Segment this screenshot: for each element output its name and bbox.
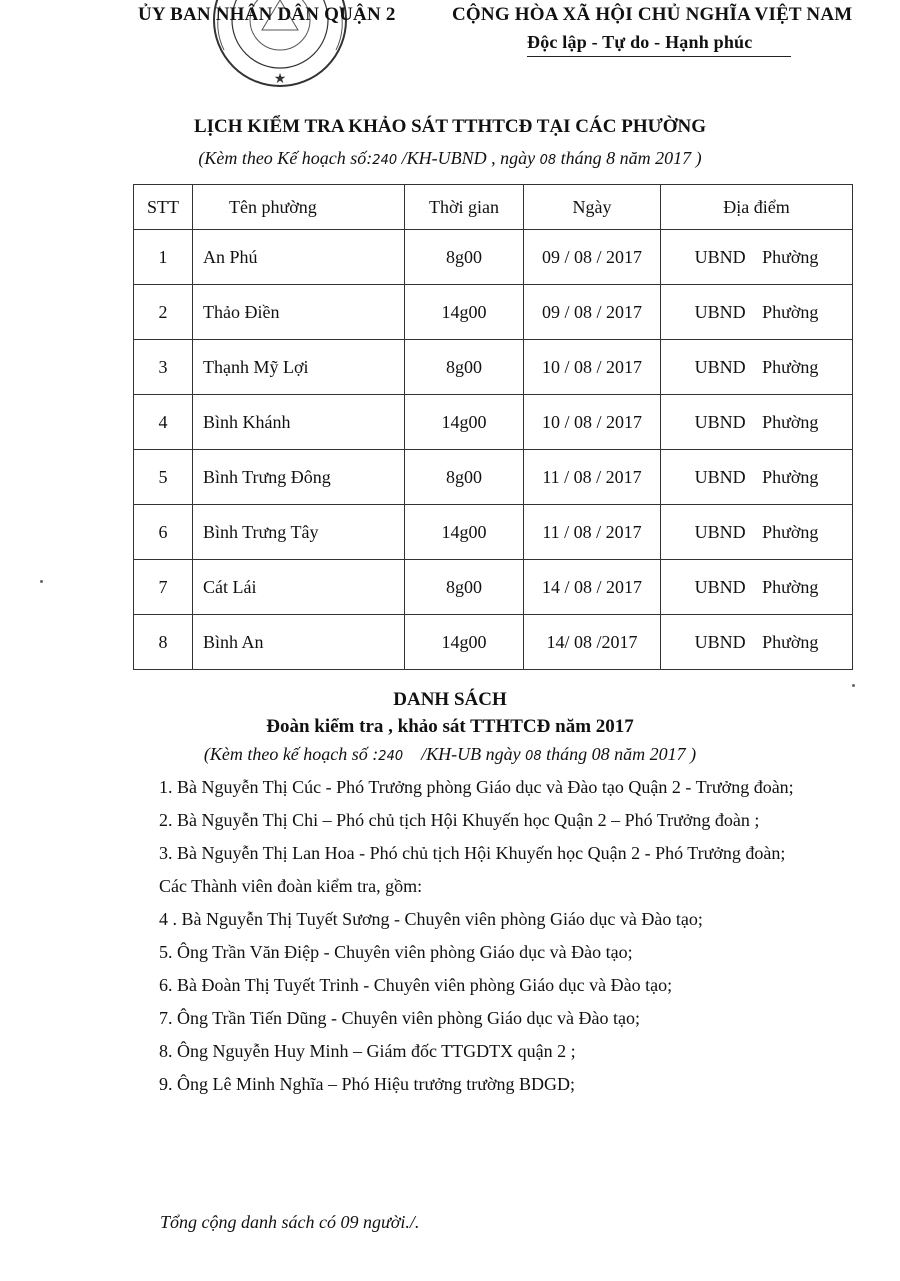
- subtitle-prefix: (Kèm theo Kế hoạch số:: [198, 148, 373, 168]
- cell-place: UBND Phường: [694, 466, 819, 487]
- list-item: 1. Bà Nguyễn Thị Cúc - Phó Trưởng phòng Giáo dục và Đào tạo Quận 2 - Trưởng đoàn;: [159, 777, 794, 797]
- cell-date: 09 / 08 / 2017: [524, 230, 661, 285]
- handwritten-plan-number: 240: [378, 749, 404, 764]
- cell-stt: 8: [134, 615, 193, 670]
- cell-stt: 3: [134, 340, 193, 395]
- table-row: [134, 285, 853, 340]
- schedule-title: LỊCH KIỂM TRA KHẢO SÁT TTHTCĐ TẠI CÁC PHƯỜNG: [193, 116, 707, 137]
- cell-time: 14g00: [405, 615, 524, 670]
- table-header-row: [134, 185, 853, 230]
- cell-date: 10 / 08 / 2017: [524, 340, 661, 395]
- handwritten-plan-day: 08: [539, 153, 557, 168]
- list-item: 7. Ông Trần Tiến Dũng - Chuyên viên phòng Giáo dục và Đào tạo;: [159, 1008, 640, 1028]
- handwritten-plan-number: 240: [372, 153, 398, 168]
- cell-time: 14g00: [405, 505, 524, 560]
- cell-place: UBND Phường: [694, 576, 819, 597]
- col-header-place: Địa điểm: [661, 185, 853, 230]
- roster-subtitle: Đoàn kiểm tra , khảo sát TTHTCĐ năm 2017: [266, 716, 634, 737]
- schedule-subtitle: [0, 148, 900, 169]
- table-row: [134, 450, 853, 505]
- cell-time: 14g00: [405, 395, 524, 450]
- list-item: 6. Bà Đoàn Thị Tuyết Trinh - Chuyên viên phòng Giáo dục và Đào tạo;: [159, 975, 673, 995]
- scan-speck: [852, 684, 855, 687]
- cell-stt: 5: [134, 450, 193, 505]
- col-header-ward: Tên phường: [193, 185, 405, 230]
- cell-ward: Bình Trưng Tây: [193, 505, 405, 560]
- motto-underline: [527, 56, 791, 57]
- list-item: 2. Bà Nguyễn Thị Chi – Phó chủ tịch Hội Khuyến học Quận 2 – Phó Trưởng đoàn ;: [159, 810, 760, 830]
- cell-place: UBND Phường: [694, 356, 819, 377]
- total-count-note: Tổng cộng danh sách có 09 người./.: [160, 1212, 420, 1232]
- cell-ward: Bình Trưng Đông: [193, 450, 405, 505]
- svg-text:★: ★: [273, 71, 287, 87]
- cell-date: 09 / 08 / 2017: [524, 285, 661, 340]
- table-row: [134, 340, 853, 395]
- subtitle-suffix: tháng 8 năm 2017 ): [560, 148, 702, 168]
- cell-stt: 1: [134, 230, 193, 285]
- col-header-date: Ngày: [524, 185, 661, 230]
- national-title: CỘNG HÒA XÃ HỘI CHỦ NGHĨA VIỆT NAM: [452, 4, 853, 25]
- cell-time: 14g00: [405, 285, 524, 340]
- cell-place: UBND Phường: [694, 631, 819, 652]
- roster-title: DANH SÁCH: [393, 689, 507, 710]
- member-list: [103, 774, 803, 1098]
- table-row: [134, 615, 853, 670]
- inspection-schedule-table: [133, 184, 853, 670]
- cell-time: 8g00: [405, 230, 524, 285]
- cell-date: 11 / 08 / 2017: [524, 505, 661, 560]
- cell-place: UBND Phường: [694, 246, 819, 267]
- cell-stt: 7: [134, 560, 193, 615]
- cell-time: 8g00: [405, 340, 524, 395]
- table-row: [134, 395, 853, 450]
- cell-place: UBND Phường: [694, 301, 819, 322]
- table-row: [134, 560, 853, 615]
- issuing-authority: ỦY BAN NHÂN DÂN QUẬN 2: [138, 4, 396, 25]
- members-intro: Các Thành viên đoàn kiểm tra, gồm:: [159, 876, 423, 896]
- col-header-stt: STT: [134, 185, 193, 230]
- list-item: 4 . Bà Nguyễn Thị Tuyết Sương - Chuyên viên phòng Giáo dục và Đào tạo;: [159, 909, 703, 929]
- cell-ward: Bình Khánh: [193, 395, 405, 450]
- list-item: 3. Bà Nguyễn Thị Lan Hoa - Phó chủ tịch Hội Khuyến học Quận 2 - Phó Trưởng đoàn;: [159, 843, 786, 863]
- cell-ward: Thảo Điền: [193, 285, 405, 340]
- col-header-time: Thời gian: [405, 185, 524, 230]
- handwritten-plan-day: 08: [525, 749, 542, 764]
- note-mid: /KH-UB ngày: [421, 744, 521, 764]
- table-row: [134, 230, 853, 285]
- cell-date: 11 / 08 / 2017: [524, 450, 661, 505]
- roster-note: [0, 744, 900, 765]
- cell-stt: 2: [134, 285, 193, 340]
- cell-ward: Thạnh Mỹ Lợi: [193, 340, 405, 395]
- cell-place: UBND Phường: [694, 411, 819, 432]
- list-item: 8. Ông Nguyễn Huy Minh – Giám đốc TTGDTX quận 2 ;: [159, 1041, 576, 1061]
- table-row: [134, 505, 853, 560]
- subtitle-mid: /KH-UBND , ngày: [401, 148, 536, 168]
- cell-time: 8g00: [405, 450, 524, 505]
- cell-date: 14 / 08 / 2017: [524, 560, 661, 615]
- cell-date: 14/ 08 /2017: [524, 615, 661, 670]
- scan-speck: [40, 580, 43, 583]
- cell-ward: An Phú: [193, 230, 405, 285]
- cell-ward: Cát Lái: [193, 560, 405, 615]
- cell-stt: 4: [134, 395, 193, 450]
- cell-stt: 6: [134, 505, 193, 560]
- cell-place: UBND Phường: [694, 521, 819, 542]
- note-prefix: (Kèm theo kế hoạch số :: [203, 744, 379, 764]
- cell-time: 8g00: [405, 560, 524, 615]
- note-suffix: tháng 08 năm 2017 ): [546, 744, 697, 764]
- cell-ward: Bình An: [193, 615, 405, 670]
- national-motto: Độc lập - Tự do - Hạnh phúc: [527, 32, 753, 52]
- list-item: 9. Ông Lê Minh Nghĩa – Phó Hiệu trưởng trường BDGD;: [159, 1074, 576, 1094]
- cell-date: 10 / 08 / 2017: [524, 395, 661, 450]
- list-item: 5. Ông Trần Văn Điệp - Chuyên viên phòng Giáo dục và Đào tạo;: [159, 942, 633, 962]
